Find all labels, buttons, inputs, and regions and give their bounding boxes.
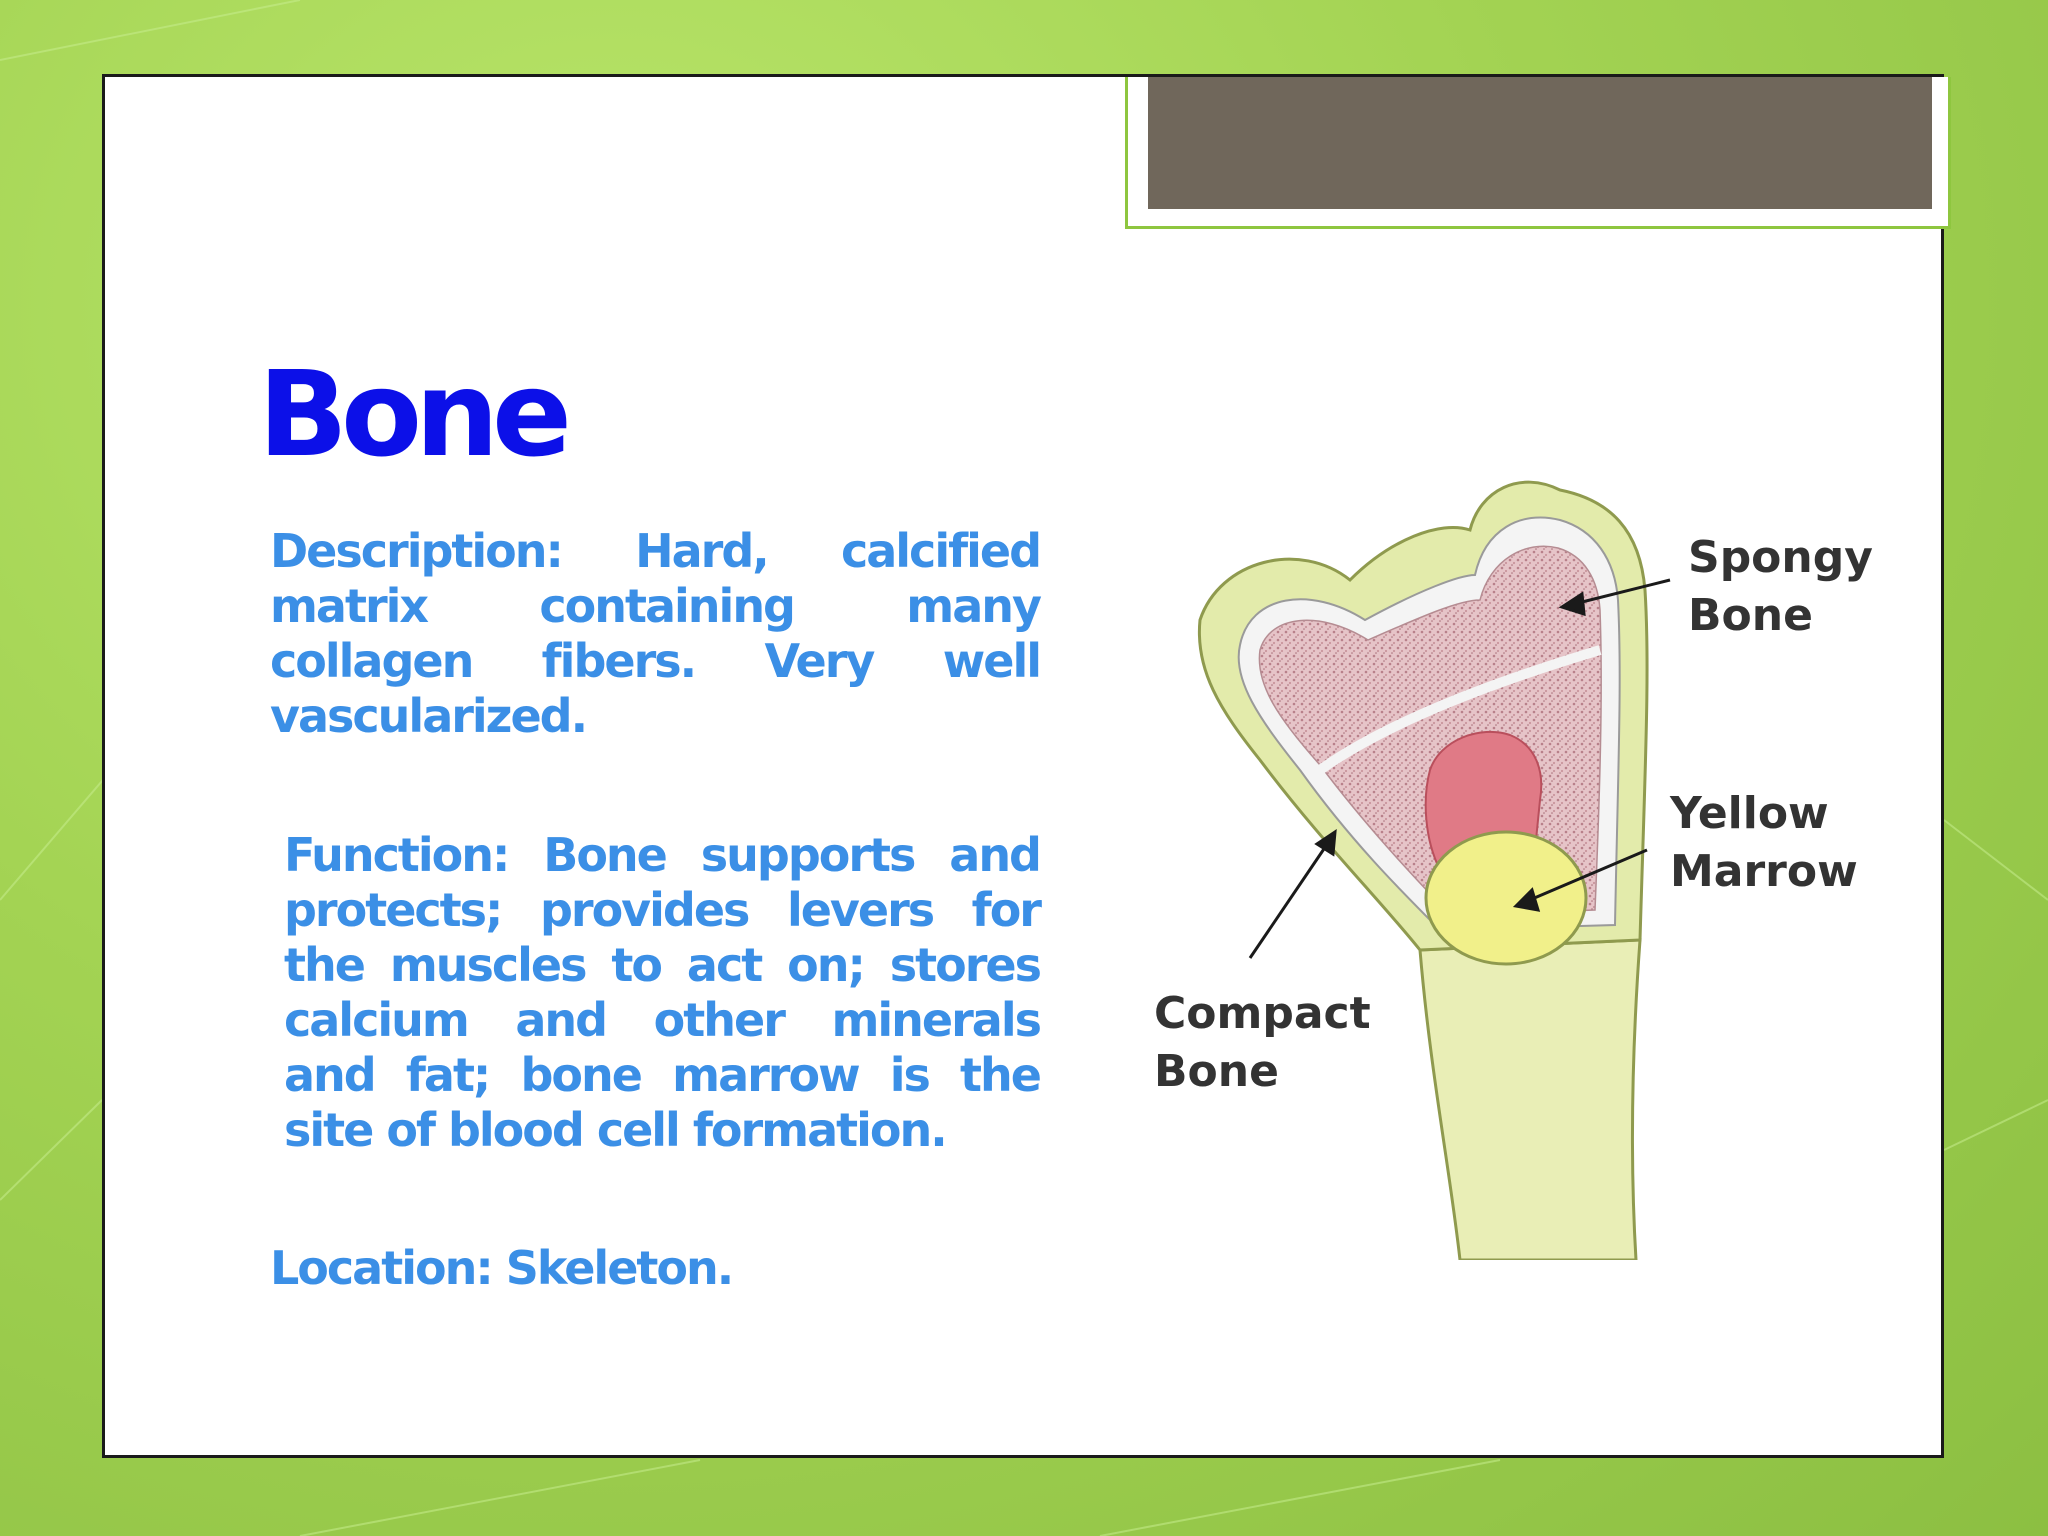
title-tab-fill xyxy=(1148,77,1932,209)
label-compact-line1: Compact xyxy=(1154,988,1371,1039)
content-text xyxy=(270,524,1040,1296)
label-spongy-line2: Bone xyxy=(1688,590,1813,641)
label-yellow-line2: Marrow xyxy=(1670,846,1858,897)
description-paragraph: Description: Hard, calcified matrix containing many collagen fibers. Very well vascularized. xyxy=(270,524,1040,743)
label-compact-line2: Bone xyxy=(1154,1046,1279,1097)
bone-diagram-svg xyxy=(1140,470,1880,1260)
compact-arrow xyxy=(1250,840,1330,958)
bone-shaft xyxy=(1420,940,1640,1260)
location-paragraph: Location: Skeleton. xyxy=(270,1241,733,1295)
slide-title: Bone xyxy=(258,345,566,483)
yellow-marrow xyxy=(1426,832,1586,964)
function-paragraph: Function: Bone supports and protects; provides levers for the muscles to act on; stores calcium and other minerals and fat; bone marrow is the site of blood cell formation. xyxy=(284,828,1040,1157)
label-spongy-line1: Spongy xyxy=(1688,532,1873,583)
bone-diagram xyxy=(1140,470,1880,1260)
title-tab xyxy=(1125,77,1951,229)
label-yellow-line1: Yellow xyxy=(1670,788,1829,839)
